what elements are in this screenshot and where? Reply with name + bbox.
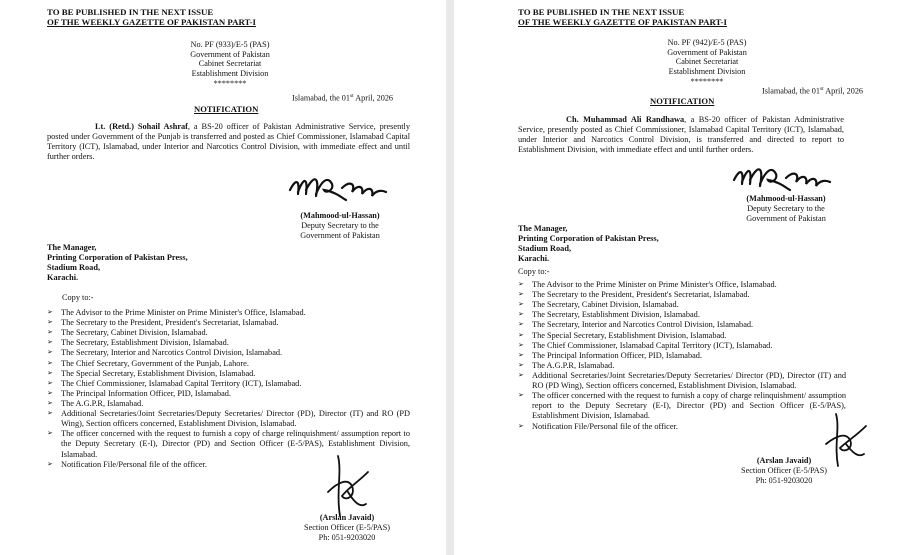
officer-name: Lt. (Retd.) Sohail Ashraf <box>95 122 188 131</box>
copy-list-item: ➢ The Secretary, Interior and Narcotics Control Division, Islamabad. <box>518 320 846 330</box>
section-officer-phone: Ph: 051-9203020 <box>755 476 813 485</box>
section-officer-title: Section Officer (E-5/PAS) <box>304 523 390 532</box>
copy-list-item: ➢ Notification File/Personal file of the officer. <box>47 460 410 470</box>
publish-header <box>47 7 256 27</box>
copy-list-item: ➢ The Secretary, Cabinet Division, Islamabad. <box>518 300 846 310</box>
publish-line-2: OF THE WEEKLY GAZETTE OF PAKISTAN PART-I <box>47 17 256 28</box>
deputy-secretary-block <box>280 211 400 241</box>
division-line: Establishment Division <box>668 67 746 77</box>
copy-list-item: ➢ The Principal Information Officer, PID, Islamabad. <box>518 351 846 361</box>
stars-line: ******** <box>213 78 247 88</box>
deputy-secretary-block <box>726 194 846 224</box>
signer-title-1: Deputy Secretary to the <box>301 220 379 230</box>
office-header <box>150 40 310 88</box>
notification-body: Lt. (Retd.) Sohail Ashraf, a BS-20 officer of Pakistan Administrative Service, presently posted under Government of the Punjab is transferred and posted as Chief Commissioner, Islamabad Capital Territory (ICT), Islamabad, under Interior and Narcotics Control Division, with immediate effect and until further orders. <box>47 122 410 162</box>
copy-list <box>47 308 410 470</box>
manager-line-1: The Manager, <box>47 243 97 252</box>
section-officer-block <box>287 513 407 543</box>
copy-list-item: ➢ The Special Secretary, Establishment Division, Islamabad. <box>518 331 846 341</box>
notification-page-right <box>454 0 900 555</box>
copy-list-item: ➢ The Advisor to the Prime Minister on Prime Minister's Office, Islamabad. <box>518 280 846 290</box>
copy-list-item: ➢ The Secretary, Establishment Division, Islamabad. <box>518 310 846 320</box>
copy-to-label: Copy to:- <box>62 293 94 302</box>
manager-line-3: Stadium Road, <box>518 244 572 254</box>
office-header <box>627 38 787 86</box>
copy-list-item: ➢ The Advisor to the Prime Minister on Prime Minister's Office, Islamabad. <box>47 308 410 318</box>
copy-list-item: ➢ The Chief Commissioner, Islamabad Capital Territory (ICT), Islamabad. <box>518 341 846 351</box>
notification-title: NOTIFICATION <box>650 96 715 106</box>
copy-list-item: ➢ The officer concerned with the request to furnish a copy of charge relinquishment/ assumption report to the Deputy Secretary (E-I), Director (PD) and Section Officer (E-5/PAS), Establishment Division, Islamabad. <box>47 429 410 459</box>
issue-date: Islamabad, the 01st April, 2026 <box>762 86 864 96</box>
section-officer-name: (Arslan Javaid) <box>756 456 812 465</box>
signer-title-1: Deputy Secretary to the <box>747 203 825 213</box>
signer-name: (Mahmood-ul-Hassan) <box>300 211 380 220</box>
file-number: No. PF (942)/E-5 (PAS) <box>667 38 747 47</box>
copy-list-item: ➢ Additional Secretaries/Joint Secretaries/Deputy Secretaries/ Director (PD), Director (IT) and RO (PD Wing), Section officers concerned, Establishment Division, Islamabad. <box>47 409 410 429</box>
manager-line-1: The Manager, <box>518 224 568 233</box>
publish-line-2: OF THE WEEKLY GAZETTE OF PAKISTAN PART-I <box>518 17 727 28</box>
copy-list-item: ➢ The Secretary, Cabinet Division, Islamabad. <box>47 328 410 338</box>
publish-line-1: TO BE PUBLISHED IN THE NEXT ISSUE <box>518 7 685 17</box>
manager-line-2: Printing Corporation of Pakistan Press, <box>518 234 659 244</box>
government-line: Government of Pakistan <box>190 49 270 59</box>
manager-line-3: Stadium Road, <box>47 263 101 273</box>
section-officer-name: (Arslan Javaid) <box>319 513 375 522</box>
publish-header <box>518 7 727 27</box>
copy-list-item: ➢ The Chief Secretary, Government of the Punjab, Lahore. <box>47 359 410 369</box>
copy-list-item: ➢ The Secretary, Establishment Division, Islamabad. <box>47 338 410 348</box>
copy-list-item: ➢ The Secretary to the President, President's Secretariat, Islamabad. <box>518 290 846 300</box>
file-number: No. PF (933)/E-5 (PAS) <box>190 40 270 49</box>
manager-line-4: Karachi. <box>518 254 550 264</box>
government-line: Government of Pakistan <box>667 47 747 57</box>
signer-title-2: Government of Pakistan <box>300 230 380 240</box>
section-officer-title: Section Officer (E-5/PAS) <box>741 466 827 475</box>
notification-body: Ch. Muhammad Ali Randhawa, a BS-20 officer of Pakistan Administrative Service, presently posted as Chief Commissioner, Islamabad Capital Territory (ICT), Islamabad, under Interior and Narcotics Control Division, is transferred and directed to report to Establishment Division, with immediate effect and until further orders. <box>518 115 844 155</box>
copy-list <box>518 280 846 432</box>
section-officer-block <box>724 456 844 486</box>
manager-line-4: Karachi. <box>47 273 79 283</box>
officer-name: Ch. Muhammad Ali Randhawa <box>566 115 685 124</box>
manager-line-2: Printing Corporation of Pakistan Press, <box>47 253 188 263</box>
signer-name: (Mahmood-ul-Hassan) <box>746 194 826 203</box>
copy-list-item: ➢ The Secretary to the President, President's Secretariat, Islamabad. <box>47 318 410 328</box>
copy-list-item: ➢ The A.G.P.R, Islamabad. <box>518 361 846 371</box>
section-officer-signature <box>318 452 378 522</box>
issue-date: Islamabad, the 01st April, 2026 <box>292 93 394 103</box>
deputy-secretary-signature <box>286 170 396 210</box>
copy-list-item: ➢ The Chief Commissioner, Islamabad Capital Territory (ICT), Islamabad. <box>47 379 410 389</box>
copy-list-item: ➢ The officer concerned with the request to furnish a copy of charge relinquishment/ assumption report to the Deputy Secretary (E-I), Director (PD) and Section Officer (E-5/PAS), Establishment Division, Islamabad. <box>518 391 846 421</box>
division-line: Establishment Division <box>191 69 269 79</box>
cabinet-line: Cabinet Secretariat <box>198 59 262 69</box>
manager-address <box>518 224 659 264</box>
manager-address <box>47 243 188 283</box>
copy-list-item: ➢ The A.G.P.R, Islamabad. <box>47 399 410 409</box>
copy-list-item: ➢ Notification File/Personal file of the officer. <box>518 422 846 432</box>
copy-list-item: ➢ Additional Secretaries/Joint Secretaries/Deputy Secretaries/ Director (PD), Director (IT) and RO (PD Wing), Section officers concerned, Establishment Division, Islamabad. <box>518 371 846 391</box>
signer-title-2: Government of Pakistan <box>746 213 826 223</box>
notification-title: NOTIFICATION <box>194 104 259 114</box>
publish-line-1: TO BE PUBLISHED IN THE NEXT ISSUE <box>47 7 214 17</box>
copy-list-item: ➢ The Special Secretary, Establishment Division, Islamabad. <box>47 369 410 379</box>
stars-line: ******** <box>690 76 724 86</box>
copy-list-item: ➢ The Secretary, Interior and Narcotics Control Division, Islamabad. <box>47 348 410 358</box>
copy-to-label: Copy to:- <box>518 267 550 276</box>
copy-list-item: ➢ The Principal Information Officer, PID, Islamabad. <box>47 389 410 399</box>
cabinet-line: Cabinet Secretariat <box>675 57 739 67</box>
notification-page-left <box>0 0 446 555</box>
section-officer-phone: Ph: 051-9203020 <box>318 533 376 542</box>
